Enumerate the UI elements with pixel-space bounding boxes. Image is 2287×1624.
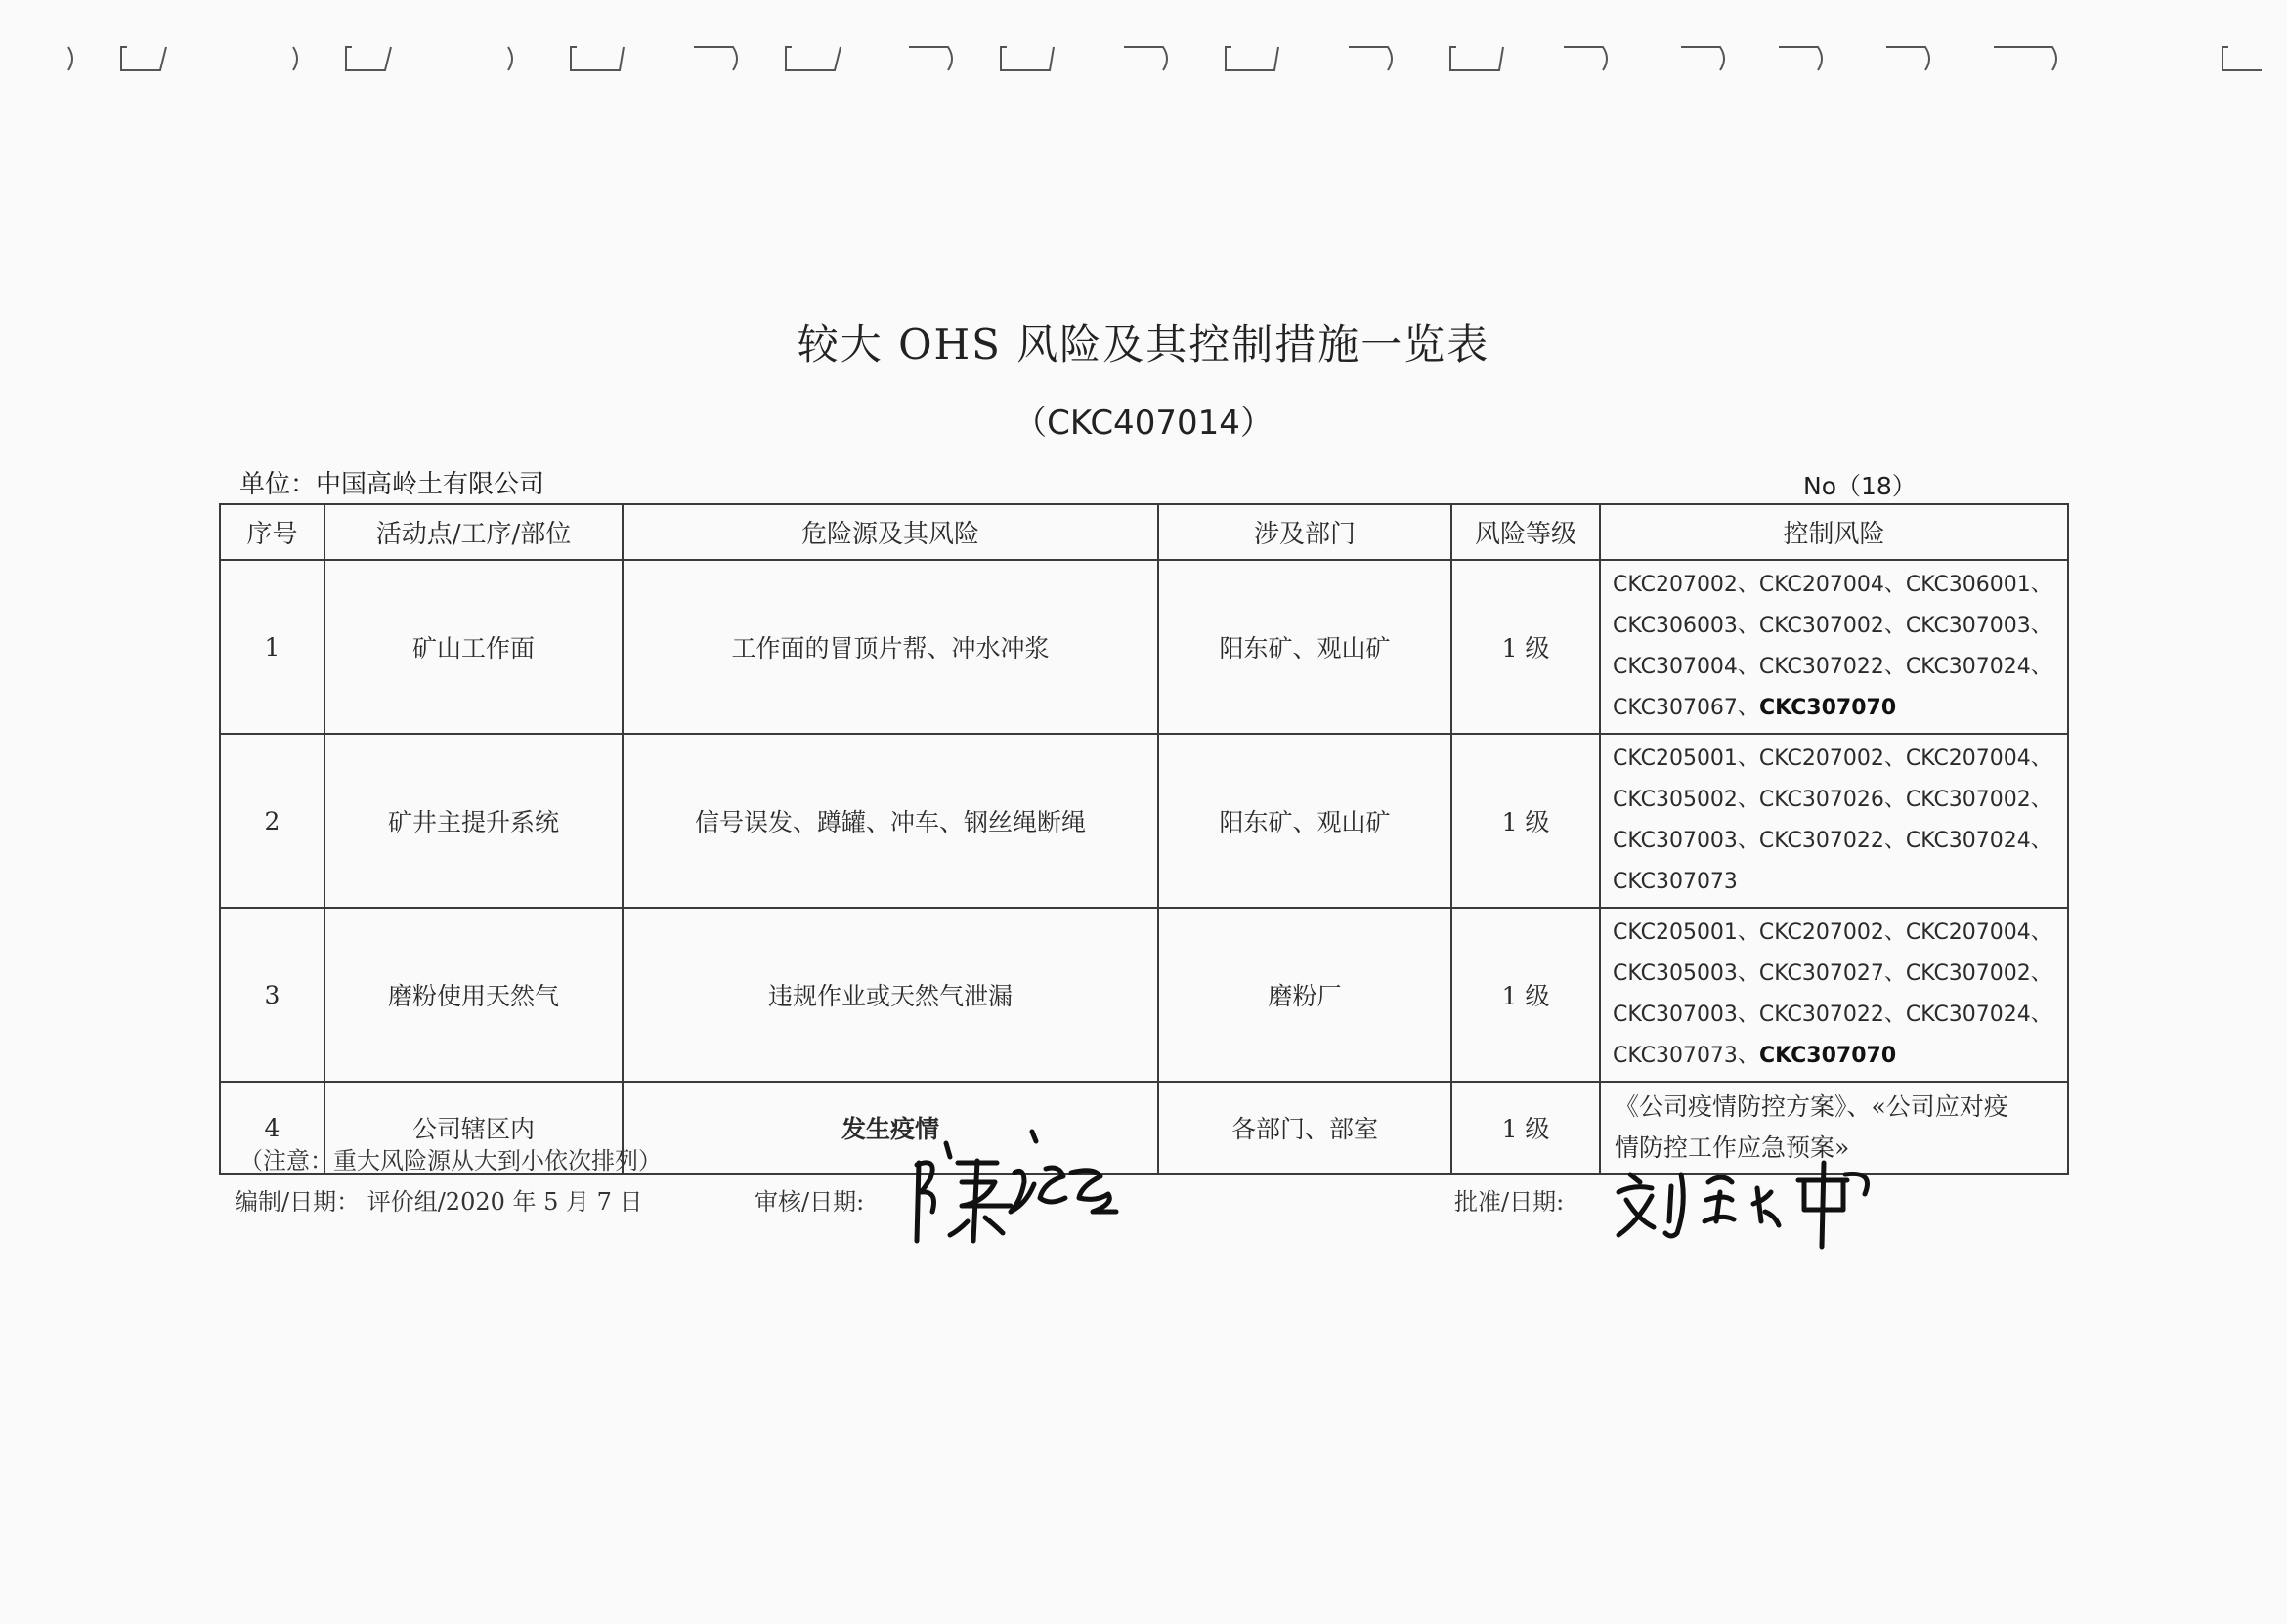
table-row xyxy=(220,560,2068,734)
cell-level: 1 级 xyxy=(1451,734,1600,908)
control-text: CKC307067、 xyxy=(1613,696,1759,720)
binding-holes-graphic xyxy=(0,39,2287,78)
cell-activity: 磨粉使用天然气 xyxy=(324,908,623,1082)
control-line xyxy=(1613,1036,2055,1077)
cell-level: 1 级 xyxy=(1451,908,1600,1082)
header-dept: 涉及部门 xyxy=(1158,504,1451,560)
cell-controls xyxy=(1600,560,2068,734)
control-line: CKC307073 xyxy=(1613,870,1738,894)
header-hazard: 危险源及其风险 xyxy=(623,504,1158,560)
control-line: 《公司疫情防控方案》、«公司应对疫 xyxy=(1615,1092,2008,1121)
table-row xyxy=(220,908,2068,1082)
approver-signature xyxy=(1613,1153,1916,1251)
control-line: CKC205001、CKC207002、CKC207004、 xyxy=(1613,920,2052,945)
risk-table xyxy=(219,503,2069,1175)
cell-controls xyxy=(1600,908,2068,1082)
control-text: CKC307073、 xyxy=(1613,1044,1759,1068)
header-level: 风险等级 xyxy=(1451,504,1600,560)
control-line: CKC307003、CKC307022、CKC307024、 xyxy=(1613,1003,2052,1027)
binding-holes xyxy=(0,39,2287,78)
header-no: 序号 xyxy=(220,504,324,560)
control-line xyxy=(1613,688,2055,729)
cell-dept: 阳东矿、观山矿 xyxy=(1158,734,1451,908)
table-row xyxy=(220,734,2068,908)
cell-dept: 阳东矿、观山矿 xyxy=(1158,560,1451,734)
table-header-row xyxy=(220,504,2068,560)
reviewed-by-label: 审核/日期: xyxy=(755,1188,865,1216)
control-code-bold: CKC307070 xyxy=(1758,1044,1897,1068)
cell-activity: 矿井主提升系统 xyxy=(324,734,623,908)
cell-level: 1 级 xyxy=(1451,1082,1600,1174)
control-line: CKC207002、CKC207004、CKC306001、 xyxy=(1613,573,2052,597)
cell-no: 4 xyxy=(220,1082,324,1174)
control-line: CKC205001、CKC207002、CKC207004、 xyxy=(1613,747,2052,771)
header-activity: 活动点/工序/部位 xyxy=(324,504,623,560)
cell-dept: 磨粉厂 xyxy=(1158,908,1451,1082)
cell-hazard: 工作面的冒顶片帮、冲水冲浆 xyxy=(623,560,1158,734)
cell-hazard: 发生疫情 xyxy=(623,1082,1158,1174)
cell-hazard: 信号误发、蹲罐、冲车、钢丝绳断绳 xyxy=(623,734,1158,908)
compiled-by: 编制/日期： 评价组/2020 年 5 月 7 日 xyxy=(235,1188,643,1216)
cell-activity: 公司辖区内 xyxy=(324,1082,623,1174)
cell-activity: 矿山工作面 xyxy=(324,560,623,734)
control-line: 情防控工作应急预案» xyxy=(1615,1133,1850,1162)
document-number: No（18） xyxy=(1803,472,1917,500)
cell-no: 3 xyxy=(220,908,324,1082)
cell-controls xyxy=(1600,734,2068,908)
reviewer-signature xyxy=(899,1124,1153,1251)
cell-dept: 各部门、部室 xyxy=(1158,1082,1451,1174)
cell-level: 1 级 xyxy=(1451,560,1600,734)
approved-by-label: 批准/日期: xyxy=(1454,1188,1565,1216)
cell-no: 1 xyxy=(220,560,324,734)
control-line: CKC305002、CKC307026、CKC307002、 xyxy=(1613,788,2052,812)
cell-hazard: 违规作业或天然气泄漏 xyxy=(623,908,1158,1082)
control-line: CKC305003、CKC307027、CKC307002、 xyxy=(1613,962,2052,986)
document-code: （CKC407014） xyxy=(1014,404,1273,443)
control-code-bold: CKC307070 xyxy=(1758,696,1897,720)
header-controls: 控制风险 xyxy=(1600,504,2068,560)
control-line: CKC307003、CKC307022、CKC307024、 xyxy=(1613,829,2052,853)
control-line: CKC306003、CKC307002、CKC307003、 xyxy=(1613,614,2052,638)
cell-no: 2 xyxy=(220,734,324,908)
table-note: （注意：重大风险源从大到小依次排列） xyxy=(239,1147,662,1175)
unit-label: 单位：中国高岭土有限公司 xyxy=(239,470,545,499)
control-line: CKC307004、CKC307022、CKC307024、 xyxy=(1613,655,2052,679)
document-title: 较大 OHS 风险及其控制措施一览表 xyxy=(797,321,1490,368)
